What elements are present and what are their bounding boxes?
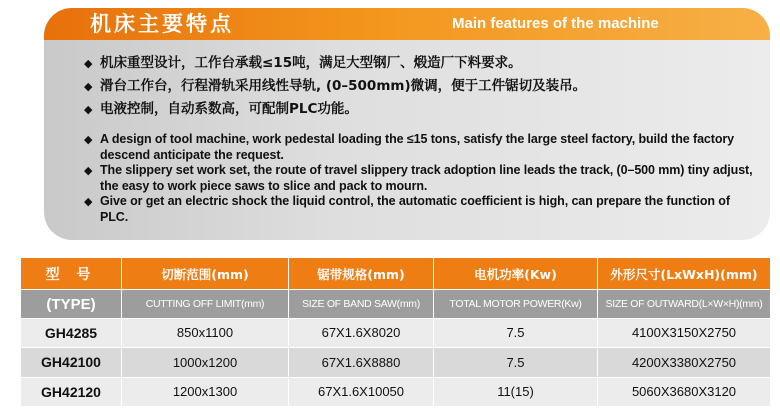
diamond-bullet-icon: ◆: [84, 196, 93, 208]
features-header: [44, 8, 770, 40]
table-row: [21, 348, 771, 377]
features-title-en: Main features of the machine: [452, 15, 659, 32]
features-title-cn: 机床主要特点: [90, 12, 234, 36]
cell-cutting-range: 1200x1300: [122, 377, 289, 406]
cell-outward-size: 4100X3150X2750: [598, 318, 771, 347]
diamond-bullet-icon: ◆: [84, 134, 93, 146]
feature-item-en: ◆ Give or get an electric shock the liquid control, the automatic coefficient is high, can prepare the function of PLC.: [84, 194, 730, 224]
cell-motor-power: 11(15): [434, 377, 598, 406]
header-outward-size-cn: 外形尺寸(LxWxH)(mm): [598, 258, 771, 290]
diamond-bullet-icon: ◆: [84, 57, 93, 70]
header-cutting-range-cn: 切断范围(mm): [122, 258, 289, 290]
cell-band-saw: 67X1.6X8880: [289, 348, 434, 377]
header-band-saw-en: SIZE OF BAND SAW(mm): [289, 290, 434, 318]
cell-motor-power: 7.5: [434, 348, 598, 377]
specifications-table: [20, 257, 771, 407]
header-motor-power-en: TOTAL MOTOR POWER(Kw): [434, 290, 598, 318]
diamond-bullet-icon: ◆: [84, 103, 93, 116]
header-cutting-range-en: CUTTING OFF LIMIT(mm): [122, 290, 289, 318]
features-list-cn: [84, 52, 744, 121]
feature-item-cn: ◆ 滑台工作台，行程滑轨采用线性导轨, (0–500mm)微调，便于工件锯切及装吊。: [84, 75, 744, 98]
cell-outward-size: 4200X3380X2750: [598, 348, 771, 377]
feature-item-en: ◆ A design of tool machine, work pedestal loading the ≤15 tons, satisfy the large steel factory, build the factory descend anticipate the request.: [84, 132, 734, 162]
cell-band-saw: 67X1.6X8020: [289, 318, 434, 347]
cell-model: GH42120: [21, 377, 122, 406]
diamond-bullet-icon: ◆: [84, 80, 93, 93]
features-list-en: [84, 132, 754, 225]
table-row: [21, 377, 771, 406]
feature-item-cn: ◆ 机床重型设计，工作台承载≤15吨，满足大型钢厂、煅造厂下料要求。: [84, 52, 744, 75]
header-type-en: (TYPE): [21, 290, 122, 318]
cell-outward-size: 5060X3680X3120: [598, 377, 771, 406]
cell-motor-power: 7.5: [434, 318, 598, 347]
header-outward-size-en: SIZE OF OUTWARD(L×W×H)(mm): [598, 290, 771, 318]
diamond-bullet-icon: ◆: [84, 165, 93, 177]
features-panel: [44, 8, 770, 240]
header-band-saw-cn: 锯带规格(mm): [289, 258, 434, 290]
cell-model: GH42100: [21, 348, 122, 377]
cell-model: GH4285: [21, 318, 122, 347]
header-motor-power-cn: 电机功率(Kw): [434, 258, 598, 290]
table-header-row-en: [21, 290, 771, 318]
cell-band-saw: 67X1.6X10050: [289, 377, 434, 406]
cell-cutting-range: 1000x1200: [122, 348, 289, 377]
header-type-cn: 型 号: [21, 258, 122, 290]
feature-item-en: ◆ The slippery set work set, the route of travel slippery track adoption line leads the track, (0–500 mm) tiny adjust, the easy to work piece saws to slice and pack to mourn.: [84, 163, 753, 193]
table-header-row-cn: [21, 258, 771, 290]
cell-cutting-range: 850x1100: [122, 318, 289, 347]
table-row: [21, 318, 771, 347]
feature-item-cn: ◆ 电液控制，自动系数高，可配制PLC功能。: [84, 98, 744, 121]
